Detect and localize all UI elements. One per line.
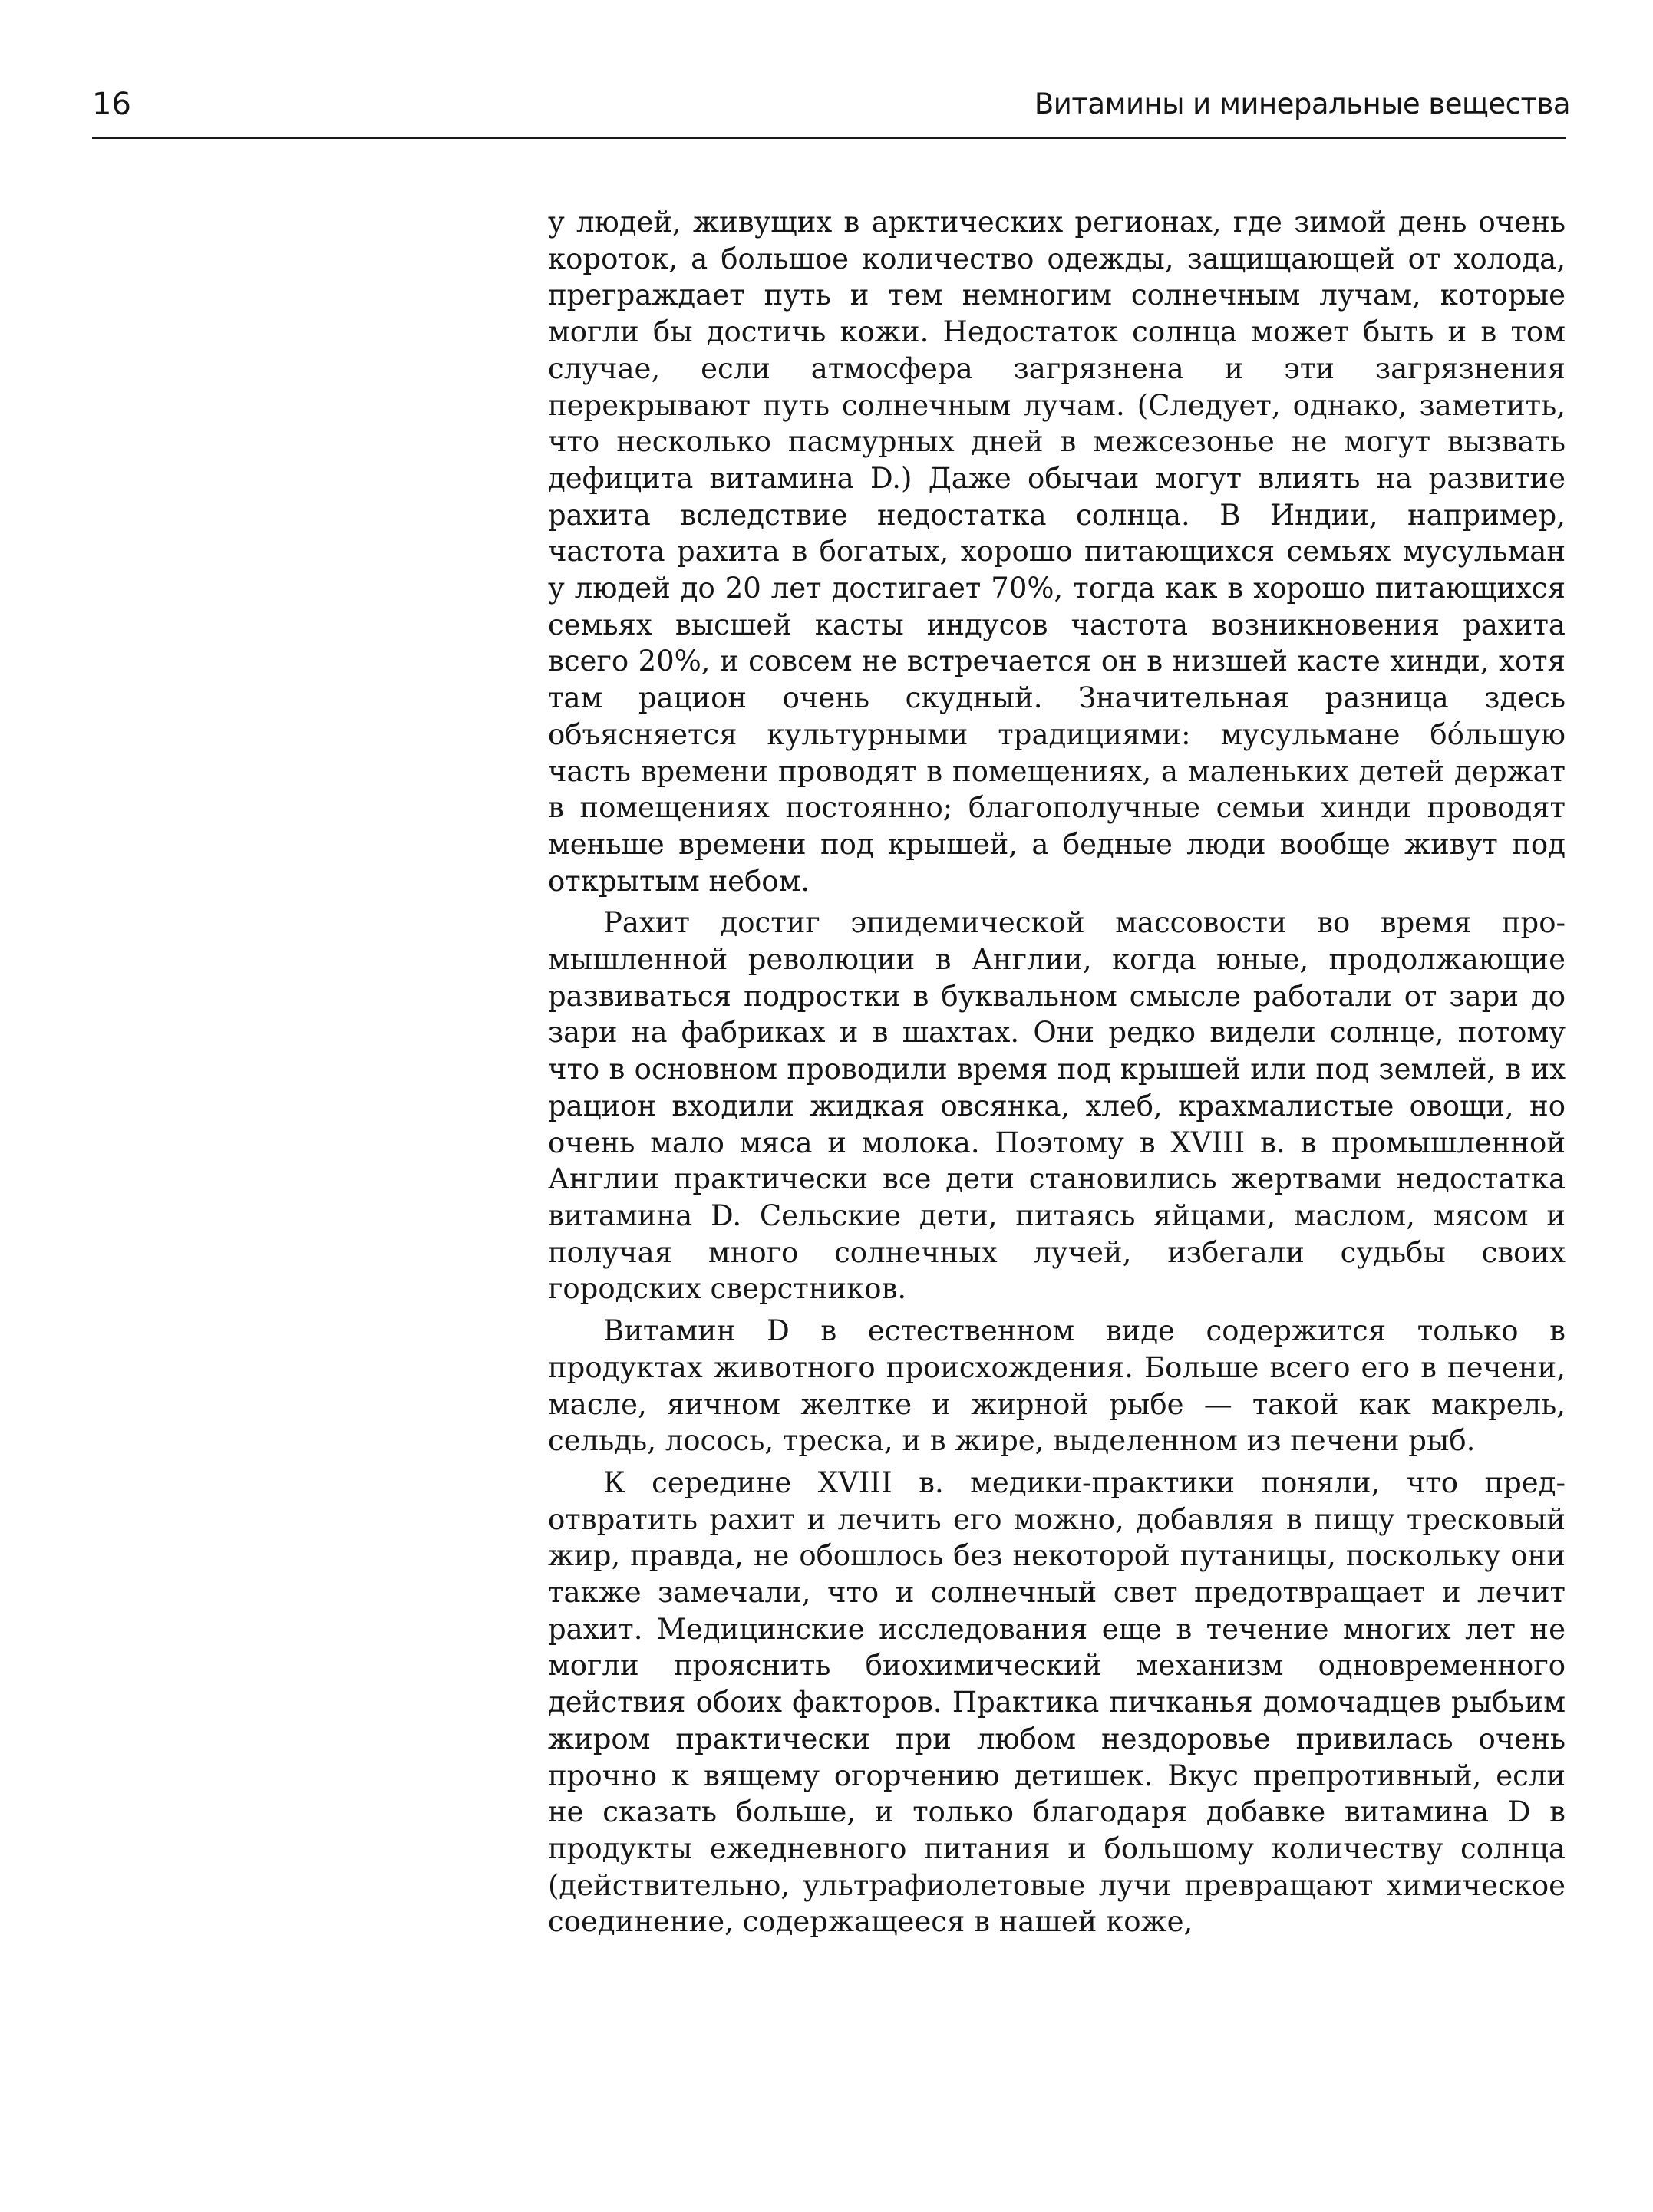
paragraph-3: Витамин D в естественном виде содержится только в продуктах животного происхождения. Больше всего его в печени, масле, яичном желтке и жирной рыбе — такой как макрель, сельдь, лосось, треска, и в жире, выделенном из печени рыб. bbox=[548, 1314, 1566, 1458]
body-text bbox=[548, 204, 1566, 1940]
paragraph-4: К середине XVIII в. медики-практики поняли, что предотвратить рахит и лечить его можно, добавляя в пищу тресковый жир, правда, не обошлось без некоторой путаницы, поскольку они также замечали, что и солнечный свет предотвращает и лечит рахит. Медицинские исследования еще в течение многих лет не могли прояснить биохимический механизм одновременного действия обоих факторов. Практика пичканья домочадцев рыбьим жиром практически при любом нездоровье привилась очень прочно к вящему огорчению детишек. Вкус препротивный, если не сказать больше, и только благодаря добавке витамина D в продукты ежедневного питания и большому количеству солнца (действительно, ультрафиолетовые лучи превращают химическое соединение, содержащееся в нашей коже, bbox=[548, 1465, 1566, 1939]
paragraph-1: у людей, живущих в арктических регионах, где зимой день очень короток, а большое количество одежды, защищающей от холода, преграждает путь и тем немногим солнечным лучам, которые могли бы достичь кожи. Недостаток солнца может быть и в том случае, если атмосфера загрязнена и эти загрязнения перекрывают путь солнечным лучам. (Следует, однако, заметить, что несколько пасмурных дней в межсезонье не могут вызвать дефицита витамина D.) Даже обычаи могут влиять на развитие рахита вследствие недостатка солнца. В Индии, например, частота рахита в богатых, хорошо питающихся семьях мусульман у людей до 20 лет достигает 70%, тогда как в хорошо питающихся семьях высшей касты индусов частота возникновения рахита всего 20%, и совсем не встречается он в низшей касте хинди, хотя там рацион очень скудный. Значительная разница здесь объясняется культурными традициями: мусульмане бо́льшую часть времени проводят в помещениях, а маленьких детей держат в помещениях постоянно; благополучные семьи хинди проводят меньше времени под крышей, а бедные люди вообще живут под открытым небом. bbox=[548, 206, 1566, 898]
running-title: Витамины и минеральные вещества bbox=[1034, 87, 1570, 120]
page-number: 16 bbox=[92, 87, 131, 122]
header-rule bbox=[92, 137, 1566, 139]
paragraph-2: Рахит достиг эпидемической массовости во время промышленной революции в Англии, когда юные, продолжающие развиваться подростки в буквальном смысле работали от зари до зари на фабриках и в шахтах. Они редко видели солнце, потому что в основном проводили время под крышей или под землей, в их рацион входили жидкая овсянка, хлеб, крахмалистые овощи, но очень мало мяса и молока. Поэтому в XVIII в. в промышленной Англии практически все дети становились жертвами недостатка витамина D. Сельские дети, питаясь яйцами, маслом, мясом и получая много солнечных лучей, избегали судьбы своих городских сверстников. bbox=[548, 906, 1566, 1306]
